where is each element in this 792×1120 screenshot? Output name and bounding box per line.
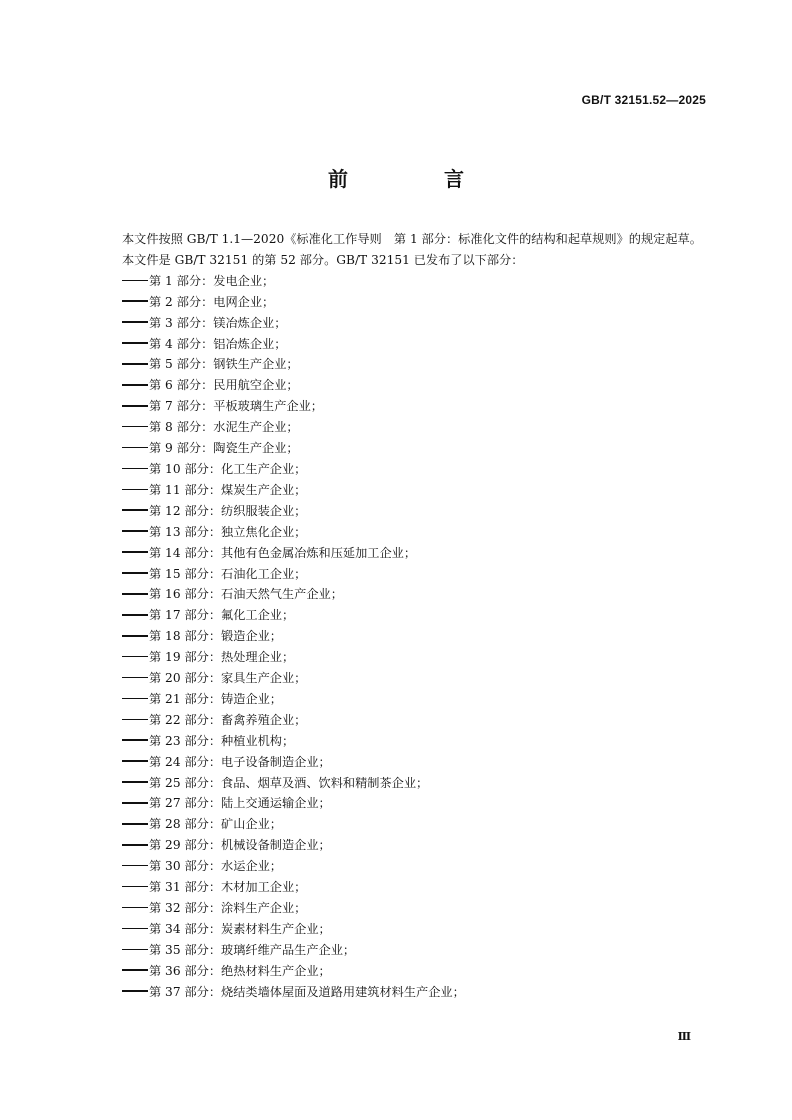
list-item: [94, 292, 706, 313]
em-dash-mark: [122, 928, 148, 930]
em-dash-mark: [122, 614, 148, 616]
list-item-text: 第 36 部分：绝热材料生产企业；: [149, 963, 331, 978]
list-item: [94, 647, 706, 668]
em-dash-mark: [122, 551, 148, 553]
em-dash-mark: [122, 509, 148, 511]
list-item: [94, 626, 706, 647]
em-dash-mark: [122, 468, 148, 470]
em-dash-mark: [122, 447, 148, 449]
list-item: [94, 856, 706, 877]
em-dash-mark: [122, 698, 148, 700]
list-item-text: 第 4 部分：铝冶炼企业；: [149, 336, 287, 351]
parts-list: [94, 271, 706, 1003]
list-item-text: 第 7 部分：平板玻璃生产企业；: [149, 399, 323, 414]
list-item: [94, 522, 706, 543]
em-dash-mark: [122, 719, 148, 721]
list-item-text: 第 21 部分：铸造企业；: [149, 691, 282, 706]
list-item: [94, 961, 706, 982]
list-item: [94, 480, 706, 501]
em-dash-mark: [122, 489, 148, 491]
em-dash-mark: [122, 990, 148, 992]
list-item: [94, 773, 706, 794]
em-dash-mark: [122, 969, 148, 971]
list-item: [94, 438, 706, 459]
list-item: [94, 396, 706, 417]
list-item: [94, 940, 706, 961]
list-item: [94, 459, 706, 480]
em-dash-mark: [122, 802, 148, 804]
em-dash-mark: [122, 760, 148, 762]
list-item-text: 第 19 部分：热处理企业；: [149, 650, 295, 665]
list-item-text: 第 5 部分：钢铁生产企业；: [149, 357, 299, 372]
list-item-text: 第 29 部分：机械设备制造企业；: [149, 838, 331, 853]
list-item: [94, 354, 706, 375]
em-dash-mark: [122, 363, 148, 365]
list-item: [94, 668, 706, 689]
em-dash-mark: [122, 300, 148, 302]
parts-intro-paragraph: 本文件是 GB/T 32151 的第 52 部分。GB/T 32151 已发布了以下部分：: [122, 252, 524, 267]
em-dash-mark: [122, 677, 148, 679]
em-dash-mark: [122, 949, 148, 951]
standard-number: GB/T 32151.52—2025: [581, 93, 706, 107]
list-item-text: 第 12 部分：纺织服装企业；: [149, 503, 307, 518]
em-dash-mark: [122, 844, 148, 846]
em-dash-mark: [122, 280, 148, 282]
list-item-text: 第 22 部分：畜禽养殖企业；: [149, 712, 307, 727]
list-item-text: 第 28 部分：矿山企业；: [149, 817, 282, 832]
list-item: [94, 605, 706, 626]
list-item-text: 第 23 部分：种植业机构；: [149, 733, 295, 748]
list-item: [94, 271, 706, 292]
em-dash-mark: [122, 321, 148, 323]
list-item-text: 第 25 部分：食品、烟草及酒、饮料和精制茶企业；: [149, 775, 429, 790]
list-item-text: 第 16 部分：石油天然气生产企业；: [149, 587, 343, 602]
list-item: [94, 835, 706, 856]
list-item: [94, 417, 706, 438]
list-item-text: 第 15 部分：石油化工企业；: [149, 566, 307, 581]
list-item-text: 第 20 部分：家具生产企业；: [149, 671, 307, 686]
list-item-text: 第 11 部分：煤炭生产企业；: [149, 482, 307, 497]
list-item-text: 第 3 部分：镁冶炼企业；: [149, 315, 287, 330]
em-dash-mark: [122, 342, 148, 344]
list-item-text: 第 35 部分：玻璃纤维产品生产企业；: [149, 942, 356, 957]
em-dash-mark: [122, 739, 148, 741]
em-dash-mark: [122, 572, 148, 574]
list-item: [94, 584, 706, 605]
list-item: [94, 982, 706, 1003]
list-item: [94, 814, 706, 835]
em-dash-mark: [122, 886, 148, 888]
list-item: [94, 313, 706, 334]
list-item: [94, 689, 706, 710]
list-item-text: 第 14 部分：其他有色金属冶炼和压延加工企业；: [149, 545, 417, 560]
em-dash-mark: [122, 635, 148, 637]
list-item-text: 第 37 部分：烧结类墙体屋面及道路用建筑材料生产企业；: [149, 984, 465, 999]
em-dash-mark: [122, 823, 148, 825]
list-item: [94, 898, 706, 919]
list-item-text: 第 34 部分：炭素材料生产企业；: [149, 921, 331, 936]
document-body: [94, 229, 706, 1003]
list-item-text: 第 18 部分：锻造企业；: [149, 629, 282, 644]
list-item-text: 第 17 部分：氟化工企业；: [149, 608, 295, 623]
em-dash-mark: [122, 865, 148, 867]
list-item-text: 第 27 部分：陆上交通运输企业；: [149, 796, 331, 811]
em-dash-mark: [122, 426, 148, 428]
list-item-text: 第 32 部分：涂料生产企业；: [149, 901, 307, 915]
list-item: [94, 334, 706, 355]
list-item: [94, 543, 706, 564]
list-item: [94, 375, 706, 396]
list-item-text: 第 1 部分：发电企业；: [149, 273, 275, 288]
list-item: [94, 564, 706, 585]
list-item: [94, 710, 706, 731]
drafting-paragraph: 本文件按照 GB/T 1.1—2020《标准化工作导则 第 1 部分：标准化文件的结构和起草规则》的规定起草。: [122, 232, 702, 246]
page-title: 前 言: [328, 167, 502, 191]
list-item: [94, 731, 706, 752]
em-dash-mark: [122, 593, 148, 595]
list-item: [94, 919, 706, 940]
list-item: [94, 501, 706, 522]
list-item-text: 第 2 部分：电网企业；: [149, 294, 275, 309]
em-dash-mark: [122, 384, 148, 386]
em-dash-mark: [122, 405, 148, 407]
page-number: Ⅲ: [677, 1030, 691, 1043]
list-item-text: 第 30 部分：水运企业；: [149, 859, 282, 874]
list-item-text: 第 9 部分：陶瓷生产企业；: [149, 441, 299, 456]
em-dash-mark: [122, 530, 148, 532]
list-item-text: 第 6 部分：民用航空企业；: [149, 378, 299, 393]
em-dash-mark: [122, 656, 148, 658]
list-item: [94, 793, 706, 814]
list-item-text: 第 10 部分：化工生产企业；: [149, 461, 307, 476]
list-item-text: 第 31 部分：木材加工企业；: [149, 880, 307, 895]
em-dash-mark: [122, 781, 148, 783]
list-item: [94, 752, 706, 773]
list-item-text: 第 24 部分：电子设备制造企业；: [149, 754, 331, 769]
list-item-text: 第 13 部分：独立焦化企业；: [149, 524, 307, 539]
list-item-text: 第 8 部分：水泥生产企业；: [149, 420, 299, 435]
em-dash-mark: [122, 907, 148, 909]
list-item: [94, 877, 706, 898]
